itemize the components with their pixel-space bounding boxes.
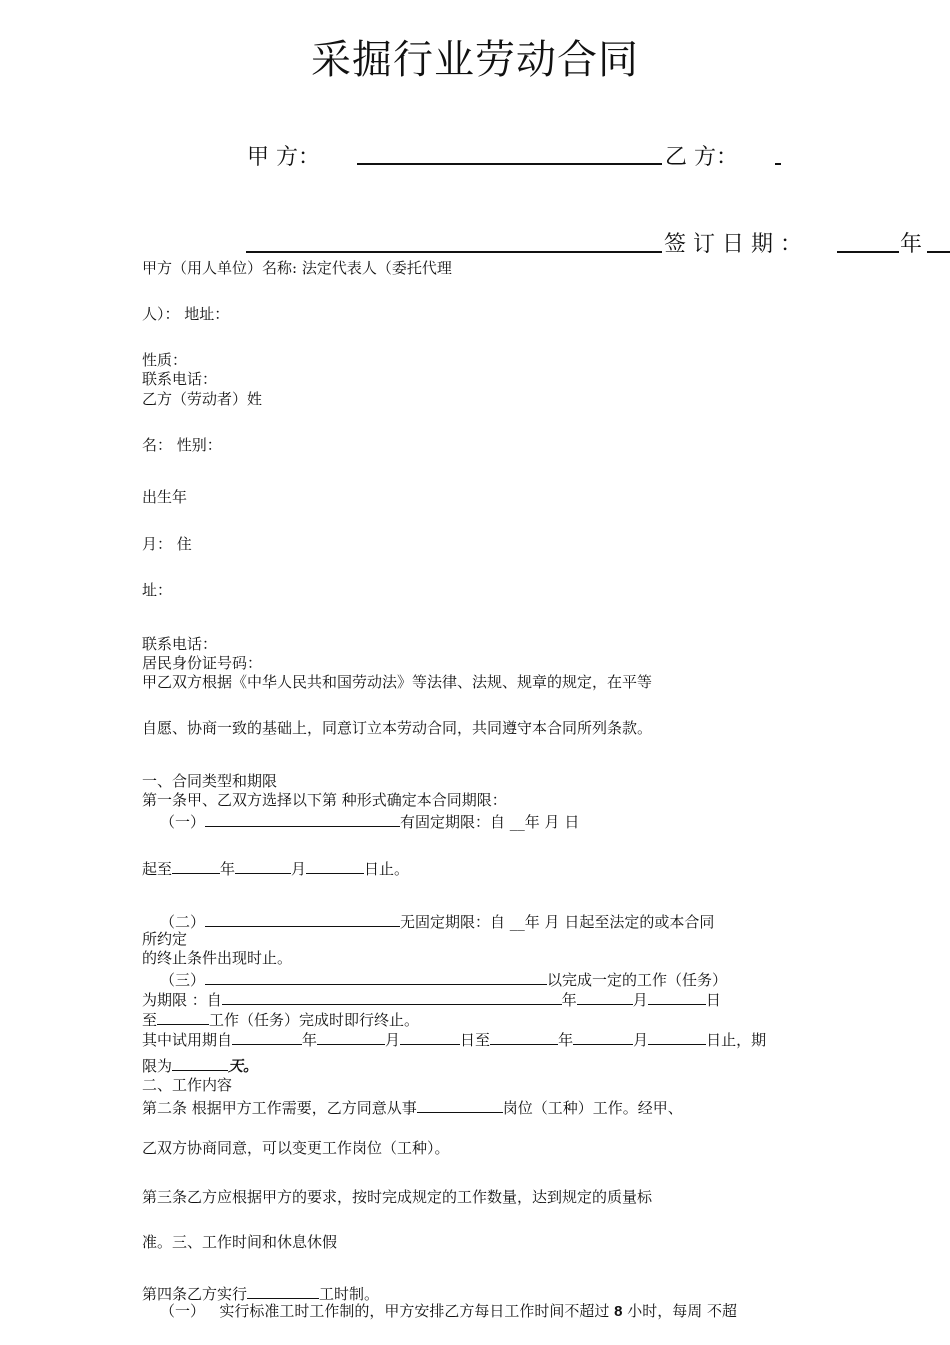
sign-date-label: 签 订 日 期 ：: [664, 232, 802, 257]
party-b-blank[interactable]: [775, 163, 781, 165]
option-2-line: [160, 910, 714, 931]
option-3-text: 以完成一定的工作（任务）: [547, 971, 728, 989]
party-b-phone-line: 联系电话：: [142, 635, 218, 653]
document-title: 采掘行业劳动合同: [311, 37, 639, 83]
option-1-month-blank[interactable]: [235, 857, 291, 874]
trial-from-label: 其中试用期自: [142, 1031, 233, 1049]
article-2-line-2: 乙双方协商同意，可以变更工作岗位（工种）。: [142, 1139, 450, 1157]
option-1-from-label: 起至: [142, 860, 173, 878]
party-b-gender-line: 名： 性别：: [142, 436, 222, 454]
intro-line-2: 自愿、协商一致的基础上，同意订立本劳动合同，共同遵守本合同所列条款。: [142, 719, 653, 737]
trial-year-label: 年: [302, 1031, 318, 1049]
section-2-heading: 二、工作内容: [142, 1076, 233, 1094]
option-3-line: [160, 968, 727, 989]
party-b-id-line: 居民身份证号码：: [142, 654, 263, 672]
article-4-line: [142, 1282, 379, 1303]
option-3-period-label: 为期限 ：自: [142, 991, 222, 1009]
option-3-blank[interactable]: [205, 968, 547, 985]
article-3-line-1: 第三条乙方应根据甲方的要求，按时完成规定的工作数量，达到规定的质量标: [142, 1188, 653, 1206]
option-1-year-blank[interactable]: [172, 857, 220, 874]
option-3-prefix: （三）: [160, 971, 206, 989]
option-3-end-text: 工作（任务）完成时即行终止。: [209, 1011, 420, 1029]
trial-year-blank[interactable]: [232, 1028, 302, 1045]
option-1-blank[interactable]: [205, 810, 400, 827]
sign-year-blank[interactable]: [837, 251, 899, 253]
item-1-prefix: （一）: [160, 1302, 206, 1320]
party-a-address-line: 人）： 地址：: [142, 305, 230, 323]
article-4-text-a: 第四条乙方实行: [142, 1285, 248, 1303]
article-4-hours-blank[interactable]: [247, 1282, 319, 1299]
option-2-prefix: （二）: [160, 913, 206, 931]
option-3-month-label: 月: [632, 991, 648, 1009]
party-b-birth-line: 出生年: [142, 488, 188, 506]
trial-end-label: 日止，期: [706, 1031, 767, 1049]
option-3-from-blank[interactable]: [222, 988, 562, 1005]
party-b-long-blank[interactable]: [246, 251, 662, 253]
option-3-day-label: 日: [705, 991, 721, 1009]
party-a-label: 甲 方：: [247, 145, 320, 170]
trial-year2-label: 年: [558, 1031, 574, 1049]
option-3-line-2: [142, 988, 721, 1009]
trial-day-blank[interactable]: [400, 1028, 460, 1045]
option-1-end-label: 日止。: [364, 860, 410, 878]
option-3-day-blank[interactable]: [648, 988, 706, 1005]
party-a-name-line: 甲方（用人单位）名称: 法定代表人（委托代理: [142, 259, 452, 277]
option-2-text: 无固定期限：自 __年 月 日起至法定的或本合同: [400, 913, 715, 931]
option-3-month-blank[interactable]: [577, 988, 633, 1005]
trial-length-label: 限为: [142, 1057, 173, 1075]
item-1-text-a: 实行标准工时工作制的，甲方安排乙方每日工作时间不超过: [219, 1302, 610, 1320]
party-b-name-line: 乙方（劳动者）姓: [142, 390, 263, 408]
article-4-text-b: 工时制。: [319, 1285, 380, 1303]
sign-year-label: 年: [900, 232, 923, 257]
article-2-line: [142, 1096, 683, 1117]
option-1-line: [160, 810, 579, 831]
intro-line-1: 甲乙双方根据《中华人民共和国劳动法》等法律、法规、规章的规定，在平等: [142, 673, 653, 691]
trial-period-line: [142, 1028, 766, 1049]
option-1-text: 有固定期限：自 __年 月 日: [400, 813, 580, 831]
party-a-phone-line: 联系电话：: [142, 370, 218, 388]
option-1-line-2: [142, 857, 409, 878]
party-a-nature-line: 性质：: [142, 351, 188, 369]
trial-days-label: 天。: [228, 1057, 259, 1075]
item-1-hours: 8: [614, 1303, 623, 1320]
option-1-prefix: （一）: [160, 813, 206, 831]
option-1-day-blank[interactable]: [306, 857, 364, 874]
article-2-text-a: 第二条 根据甲方工作需要，乙方同意从事: [142, 1099, 417, 1117]
article-3-line-2: 准。三、工作时间和休息休假: [142, 1233, 338, 1251]
option-3-year-label: 年: [561, 991, 577, 1009]
trial-month2-label: 月: [633, 1031, 649, 1049]
trial-year2-blank[interactable]: [490, 1028, 558, 1045]
trial-month-blank[interactable]: [317, 1028, 385, 1045]
option-2-blank[interactable]: [205, 910, 400, 927]
item-1-text-b: 小时，每周 不超: [627, 1302, 738, 1320]
option-2-line-2: 所约定: [142, 930, 188, 948]
party-b-month-line: 月： 住: [142, 535, 192, 553]
option-1-month-label: 月: [291, 860, 307, 878]
trial-day2-blank[interactable]: [648, 1028, 706, 1045]
section-1-heading: 一、合同类型和期限: [142, 772, 278, 790]
option-1-year-label: 年: [220, 860, 236, 878]
trial-days-blank[interactable]: [172, 1054, 228, 1071]
article-4-item-1: [160, 1302, 737, 1321]
party-a-blank[interactable]: [357, 163, 662, 165]
party-b-address-line: 址：: [142, 581, 173, 599]
option-3-line-3: [142, 1008, 419, 1029]
article-2-post-blank[interactable]: [417, 1096, 503, 1113]
trial-month-label: 月: [385, 1031, 401, 1049]
party-b-label: 乙 方：: [665, 145, 738, 170]
trial-period-line-2: [142, 1054, 258, 1075]
trial-month2-blank[interactable]: [573, 1028, 633, 1045]
article-2-text-b: 岗位（工种）工作。经甲、: [502, 1099, 683, 1117]
option-3-to-label: 至: [142, 1011, 158, 1029]
article-1: 第一条甲、乙双方选择以下第 种形式确定本合同期限：: [142, 791, 507, 809]
option-3-to-blank[interactable]: [157, 1008, 209, 1025]
option-2-line-3: 的终止条件出现时止。: [142, 949, 293, 967]
trial-to-label: 日至: [460, 1031, 491, 1049]
sign-month-blank[interactable]: [927, 251, 950, 253]
